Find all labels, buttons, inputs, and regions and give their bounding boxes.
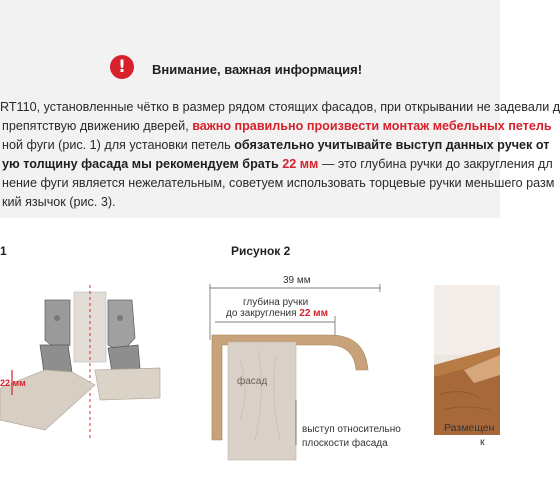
fig1-arm-right	[108, 345, 140, 372]
fig1-screw-right	[117, 315, 123, 321]
figure1-hinge	[0, 285, 160, 440]
line4-bold: ую толщину фасада мы рекомендуем брать	[2, 157, 283, 171]
fig1-hinge-right	[108, 300, 135, 352]
fig3-caption-2: к	[480, 436, 485, 448]
figure3-photo	[434, 285, 500, 435]
fig1-dimension-label: 22 мм	[0, 378, 26, 388]
line4-highlight: 22 мм	[282, 157, 319, 171]
fig3-caption-1: Размещен	[444, 422, 495, 434]
fig2-facade-label: фасад	[237, 376, 268, 387]
fig1-hinge-left	[45, 300, 70, 352]
line4-text: — это глубина ручки до закругления дл	[318, 157, 553, 171]
figure3-photo-art	[434, 285, 500, 435]
figures-illustration	[0, 260, 500, 460]
fig2-width-label: 39 мм	[283, 275, 311, 286]
figure1-label: 1	[0, 244, 7, 258]
fig2-depth-label-1: глубина ручки	[243, 297, 309, 308]
line6-text: кий язычок (рис. 3).	[2, 195, 116, 209]
fig1-screw-left	[54, 315, 60, 321]
fig1-door-right	[95, 368, 160, 400]
fig2-offset-label-1: выступ относительно	[302, 424, 401, 435]
line5-text: нение фуги является нежелательным, советуем использовать торцевые ручки меньшего разм	[2, 176, 555, 190]
notice-title: Внимание, важная информация!	[152, 62, 363, 77]
fig2-offset-label-2: плоскости фасада	[302, 438, 388, 449]
line3-text: ной фуги (рис. 1) для установки петель	[2, 138, 235, 152]
fig2-depth-label-2-text: до закругления	[226, 308, 297, 319]
fig2-depth-label-2	[226, 308, 328, 319]
warning-icon: !	[110, 55, 134, 79]
fig2-depth-value: 22 мм	[299, 308, 328, 319]
line2-text: препятствую движению дверей,	[2, 119, 193, 133]
line2-highlight: важно правильно произвести монтаж мебельных петель	[192, 119, 552, 133]
fig2-facade-panel	[228, 342, 296, 460]
paragraph-line-6	[0, 191, 500, 213]
line3-bold: обязательно учитывайте выступ данных ручек от	[234, 138, 550, 152]
figure2-title: Рисунок 2	[231, 244, 291, 258]
line1-text: RT110, установленные чётко в размер рядом стоящих фасадов, при открывании не задевали д	[0, 100, 560, 114]
